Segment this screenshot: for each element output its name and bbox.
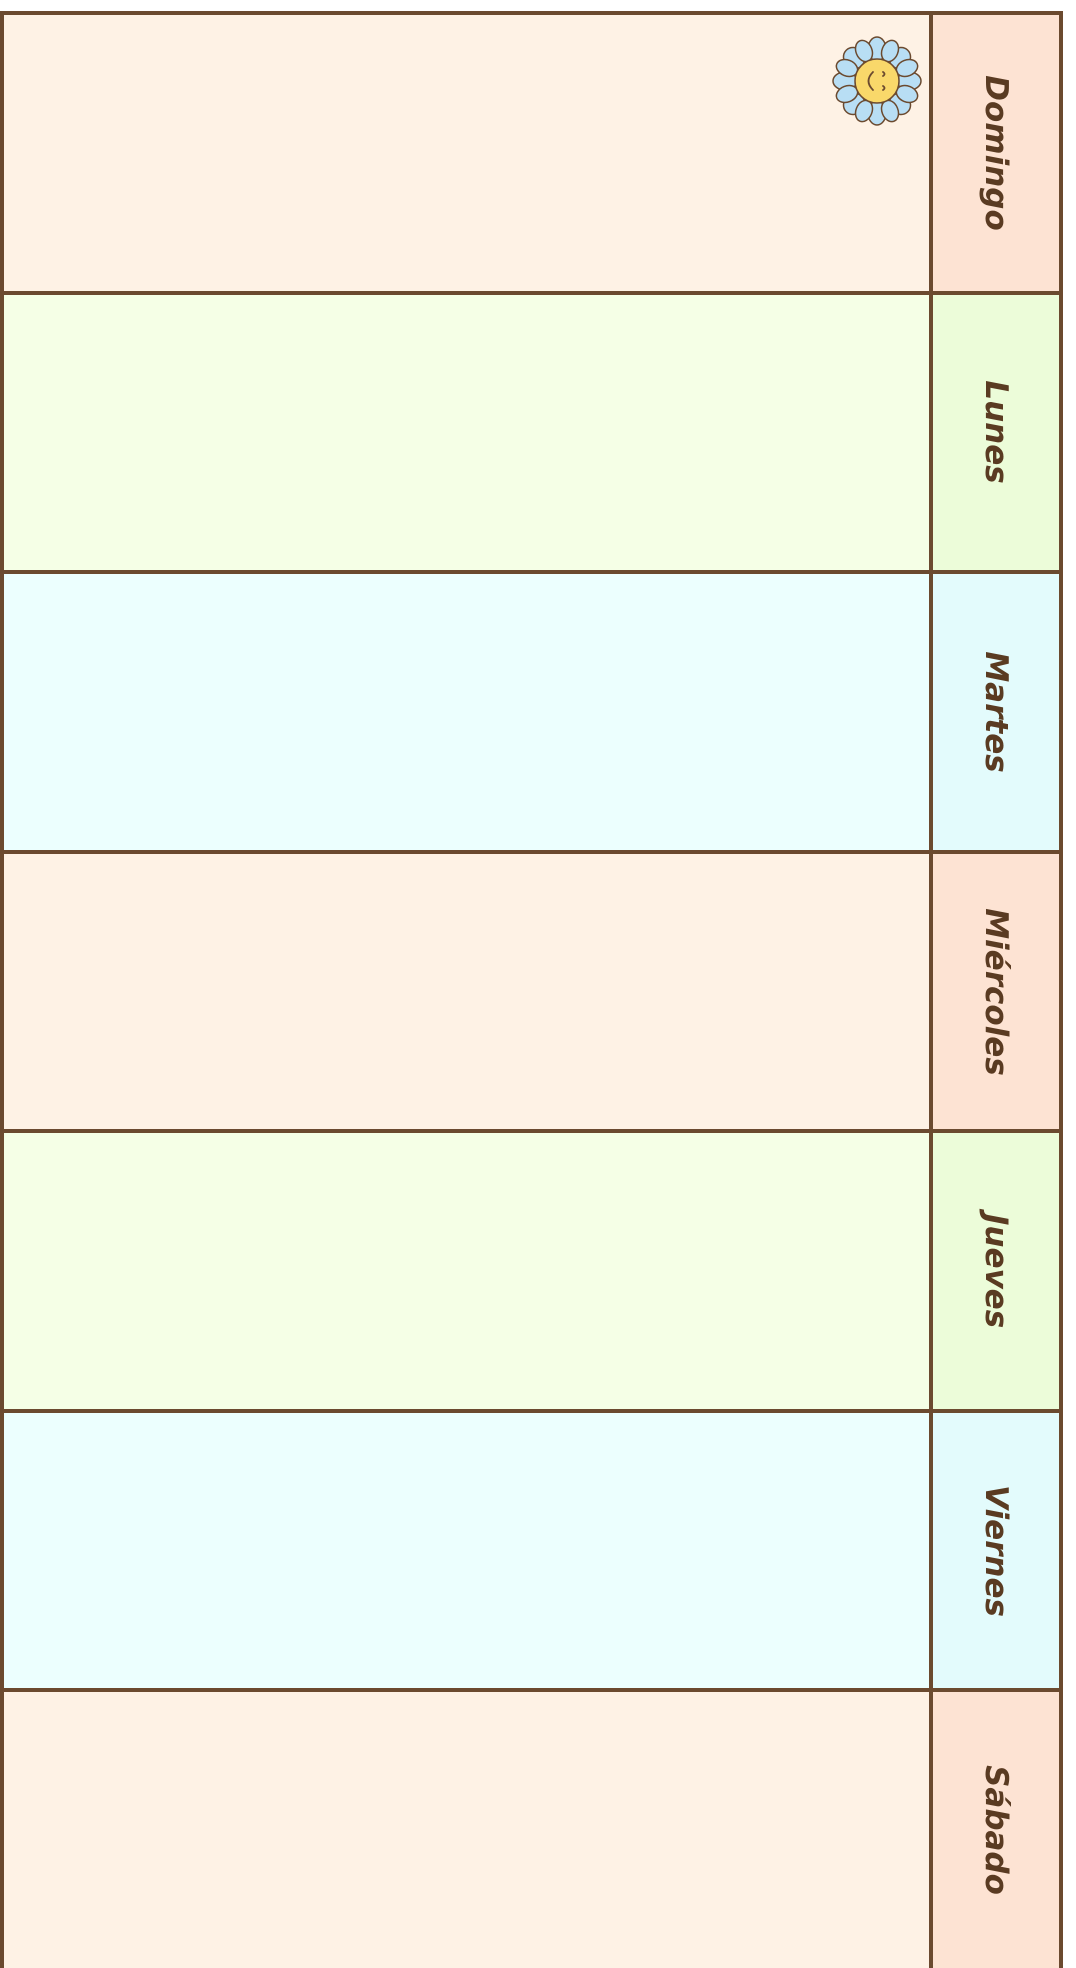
day-notes-area[interactable] [4,1692,929,1968]
day-label-cell [929,295,1059,571]
day-label: Domingo [978,75,1014,231]
day-row-martes [4,574,1059,854]
day-notes-area[interactable] [4,574,929,850]
day-row-miercoles [4,854,1059,1134]
weekly-planner [0,11,1063,1968]
day-row-sabado [4,1692,1059,1968]
day-row-lunes [4,295,1059,575]
day-label: Lunes [978,380,1014,485]
day-label-cell [929,15,1059,291]
day-label-cell [929,574,1059,850]
day-notes-area[interactable] [4,15,929,291]
day-notes-area[interactable] [4,854,929,1130]
day-notes-area[interactable] [4,295,929,571]
day-label-cell [929,854,1059,1130]
day-label: Martes [978,651,1014,773]
day-notes-area[interactable] [4,1133,929,1409]
day-row-viernes [4,1413,1059,1693]
day-label: Jueves [978,1213,1014,1329]
day-label: Viernes [978,1484,1014,1617]
day-row-jueves [4,1133,1059,1413]
day-label-cell [929,1413,1059,1689]
day-row-domingo [4,15,1059,295]
smiley-flower-icon [827,31,927,131]
day-label: Miércoles [978,907,1014,1076]
day-label-cell [929,1133,1059,1409]
day-label-cell [929,1692,1059,1968]
day-notes-area[interactable] [4,1413,929,1689]
day-label: Sábado [978,1765,1014,1896]
